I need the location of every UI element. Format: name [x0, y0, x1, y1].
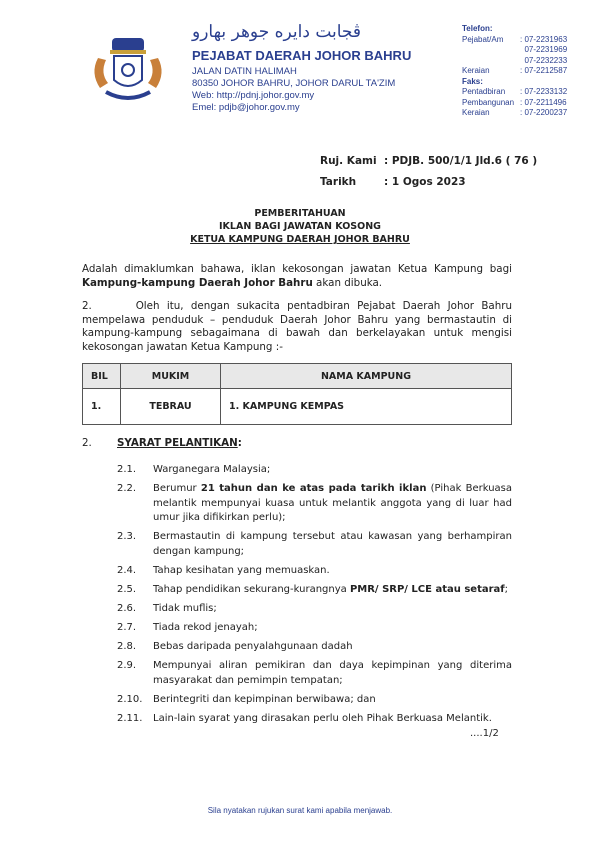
contact-row: [462, 87, 567, 98]
text: Bebas daripada penyalahgunaan dadah: [153, 641, 353, 653]
text: Adalah dimaklumkan bahawa, iklan kekosongan jawatan Ketua Kampung bagi: [82, 263, 512, 275]
list-item: [117, 712, 512, 727]
item-text: [153, 564, 330, 579]
jawi-title: ڤجابت دايره جوهر بهارو: [192, 22, 362, 42]
list-item: [117, 564, 512, 579]
item-number: 2.10.: [117, 693, 143, 705]
item-text: [153, 693, 376, 708]
section-title: SYARAT PELANTIKAN: [117, 437, 238, 449]
contact-row: [462, 66, 567, 77]
contact-row: [462, 108, 567, 119]
section-number: 2.: [82, 437, 92, 449]
list-item: [117, 530, 512, 559]
email-link[interactable]: Emel: pdjb@johor.gov.my: [192, 102, 300, 113]
item-number: 2.11.: [117, 712, 143, 724]
item-text: [153, 482, 512, 526]
cell: TEBRAU: [121, 389, 221, 425]
item-number: 2.9.: [117, 660, 137, 672]
contact-row: [462, 35, 567, 46]
bold-text: Kampung-kampung Daerah Johor Bahru: [82, 276, 313, 289]
page-number: ....1/2: [470, 728, 499, 739]
title-line: PEMBERITAHUAN: [254, 208, 346, 219]
item-text: [153, 621, 258, 636]
item-text: [153, 640, 353, 655]
item-text: [153, 712, 492, 727]
ref-value: : PDJB. 500/1/1 Jld.6 ( 76 ): [384, 155, 538, 167]
item-number: 2.2.: [117, 483, 137, 495]
text: Warganegara Malaysia;: [153, 464, 271, 475]
text: Berumur: [153, 483, 201, 495]
item-text: [153, 602, 217, 617]
list-item: [117, 693, 512, 708]
cell: 1. KAMPUNG KEMPAS: [221, 389, 512, 425]
village-table: [82, 363, 512, 425]
contact-label: Pentadbiran: [462, 87, 506, 96]
requirements-list: [117, 463, 512, 731]
contact-row: [462, 45, 567, 56]
text: ;: [504, 583, 509, 595]
contact-label: Keraian: [462, 108, 490, 117]
notice-title: [0, 207, 600, 246]
title-line: IKLAN BAGI JAWATAN KOSONG: [219, 221, 381, 232]
text: Tidak muflis;: [153, 602, 217, 614]
letterhead: [192, 22, 411, 114]
item-text: [153, 530, 512, 559]
item-text: [153, 583, 508, 598]
item-number: 2.6.: [117, 602, 137, 614]
bold-text: 21 tahun dan ke atas pada tarikh iklan: [200, 483, 427, 495]
text: Berintegriti dan kepimpinan berwibawa; dan: [153, 693, 376, 705]
list-item: [117, 463, 512, 478]
list-item: [117, 659, 512, 688]
address-line: JALAN DATIN HALIMAH: [192, 66, 297, 77]
text: akan dibuka.: [312, 276, 383, 289]
text: Mempunyai aliran pemikiran dan daya kepimpinan yang diterima masyarakat dan pemimpin tempatan;: [153, 660, 512, 686]
list-item: [117, 482, 512, 526]
contact-block: [462, 24, 567, 119]
text: Tahap kesihatan yang memuaskan.: [153, 564, 330, 576]
contact-number: : 07-2211496: [520, 97, 567, 107]
ref-label: Ruj. Kami: [320, 155, 377, 167]
text: Tahap pendidikan sekurang-kurangnya: [153, 583, 350, 595]
contact-number: : 07-2231963: [520, 34, 568, 44]
contact-number: : 07-2212587: [520, 66, 568, 75]
item-number: 2.4.: [117, 564, 137, 576]
colon: :: [237, 437, 242, 449]
section-heading: [82, 437, 242, 449]
contact-number: : 07-2233132: [520, 87, 568, 96]
contact-label: Pejabat/Am: [462, 34, 504, 44]
footer-note: Sila nyatakan rujukan surat kami apabila menjawab.: [207, 806, 393, 815]
contact-number: : 07-2200237: [520, 108, 568, 117]
contact-row: [462, 98, 567, 109]
reference-block: [320, 151, 537, 193]
state-crest-logo: [88, 28, 168, 108]
list-item: [117, 583, 512, 598]
office-name: PEJABAT DAERAH JOHOR BAHRU: [192, 48, 412, 63]
contact-number: 07-2232233: [520, 55, 568, 65]
item-text: [153, 659, 512, 688]
date-value: : 1 Ogos 2023: [384, 176, 466, 188]
telefon-label: Telefon:: [462, 24, 493, 33]
list-item: [117, 621, 512, 636]
contact-number: 07-2231969: [520, 45, 568, 54]
item-number: 2.3.: [117, 531, 137, 543]
contact-label: [462, 45, 520, 56]
text: Tiada rekod jenayah;: [153, 622, 258, 634]
item-number: 2.7.: [117, 622, 137, 634]
contact-label: Pembangunan: [462, 97, 515, 107]
item-number: 2.8.: [117, 641, 137, 653]
bold-text: PMR/ SRP/ LCE atau setaraf: [349, 583, 505, 595]
cell: 1.: [83, 389, 121, 425]
title-line: KETUA KAMPUNG DAERAH JOHOR BAHRU: [190, 234, 410, 245]
date-label: Tarikh: [320, 176, 357, 188]
col-header: BIL: [83, 364, 121, 389]
contact-row: [462, 56, 567, 67]
item-number: 2.1.: [117, 464, 137, 475]
text: (Pihak Berkuasa melantik mempunyai kuasa untuk melantik anggota yang di luar had umur jika difikirkan perlu);: [153, 483, 512, 524]
faks-label: Faks:: [462, 76, 483, 86]
item-number: 2.5.: [117, 583, 137, 595]
table-row: [83, 389, 512, 425]
text: Lain-lain syarat yang dirasakan perlu oleh Pihak Berkuasa Melantik.: [153, 712, 492, 724]
address-line: 80350 JOHOR BAHRU, JOHOR DARUL TA'ZIM: [192, 78, 396, 89]
col-header: MUKIM: [121, 364, 221, 389]
item-text: [153, 463, 270, 478]
list-item: [117, 602, 512, 617]
web-link[interactable]: Web: http://pdnj.johor.gov.my: [192, 90, 315, 101]
text: Bermastautin di kampung tersebut atau kawasan yang berhampiran dengan kampung;: [153, 531, 512, 557]
contact-label: [462, 56, 520, 67]
paragraph-2: 2. Oleh itu, dengan sukacita pentadbiran Pejabat Daerah Johor Bahru mempelawa penduduk – penduduk Daerah Johor Bahru yang bermastautin di kampung-kampung sebagaimana di bawah dan berkelayakan untuk mengisi kekosongan jawatan Ketua Kampung :-: [82, 300, 516, 353]
list-item: [117, 640, 512, 655]
contact-label: Keraian: [462, 66, 490, 75]
paragraph-1: [82, 263, 512, 290]
col-header: NAMA KAMPUNG: [221, 364, 512, 389]
